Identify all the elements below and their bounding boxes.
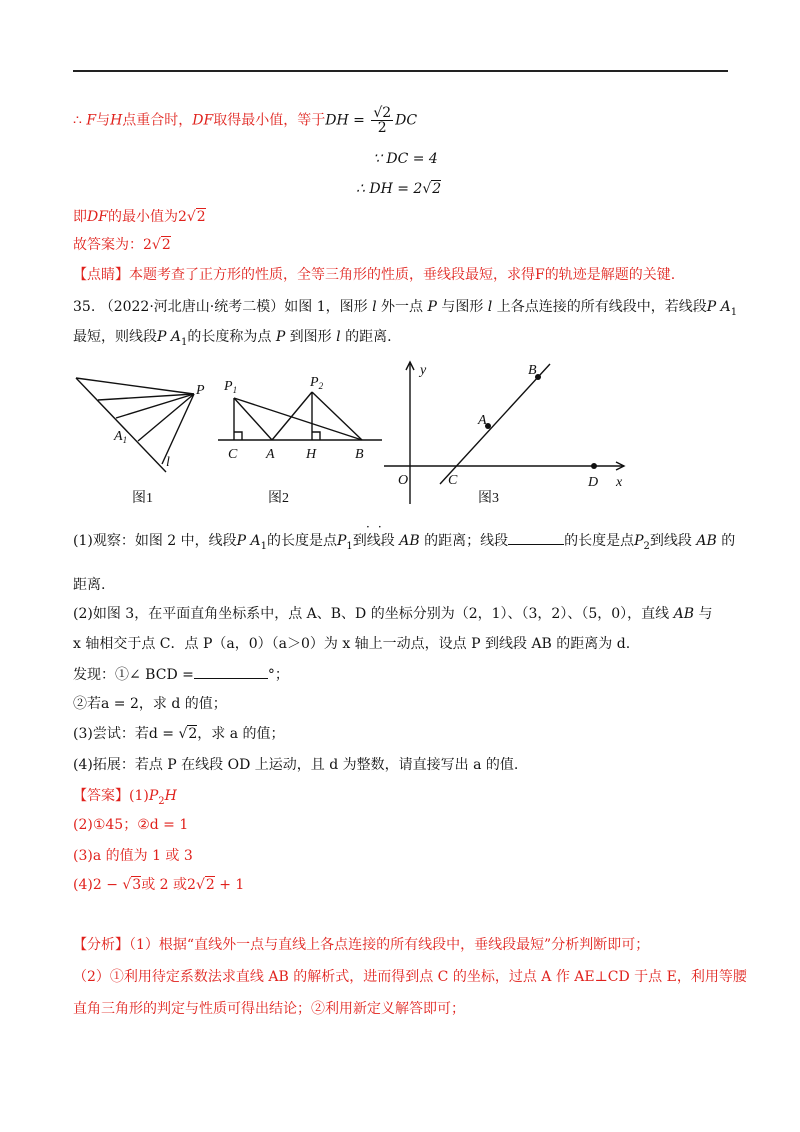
var-AB: AB	[696, 533, 717, 549]
label-A: A	[478, 413, 487, 428]
text: 点重合时，	[122, 112, 193, 129]
sqrt-radicand: 2	[161, 237, 171, 253]
answer-label: 【答案】	[73, 788, 129, 804]
right-angle-mark	[234, 432, 242, 440]
discover-line-2: ②若a = 2，求 d 的值；	[73, 696, 227, 712]
figure-2	[214, 370, 384, 510]
answer-line-4: (4)2 − √3或 2 或2√2 + 1	[73, 877, 245, 893]
var-PA: P A	[236, 533, 261, 549]
right-angle-mark	[312, 432, 320, 440]
figure-3	[380, 358, 630, 510]
var-AB: AB	[399, 533, 420, 549]
label-P2: $P_2$	[310, 375, 324, 391]
text: + 1	[214, 877, 245, 893]
text: (1)观察：如图 2 中，线段	[73, 533, 237, 549]
caption-fig3: 图3	[478, 491, 499, 506]
text: 的长度是点	[267, 533, 337, 549]
text: 与	[96, 112, 111, 129]
solution-line-3: ∴ DH = 2√2	[356, 181, 442, 197]
var-P: P	[275, 329, 286, 345]
var-H: H	[164, 788, 177, 804]
therefore-symbol: ∴	[73, 112, 87, 129]
var-AB: AB	[673, 606, 695, 622]
question-1-cont: 距离.	[73, 577, 106, 593]
subscript: 1	[730, 306, 738, 318]
subscript: 1	[260, 540, 267, 552]
answer-line-1	[73, 786, 177, 812]
question-2-cont: x 轴相交于点 C．点 P（a，0）（a＞0）为 x 轴上一动点，设点 P 到线段 AB 的距离为 d.	[73, 636, 631, 652]
text: 的距离；线段	[419, 533, 509, 549]
label-O: O	[398, 473, 409, 488]
text: 或 2 或2	[141, 877, 196, 893]
text: 与图形	[436, 299, 488, 315]
caption-fig2: 图2	[268, 491, 289, 506]
var-l: l	[336, 329, 341, 345]
var-F: F	[86, 112, 97, 129]
text: 最短，则线段	[73, 329, 157, 345]
sqrt-radicand: 2	[432, 181, 442, 197]
fraction-numerator: √2	[373, 105, 392, 121]
answer-blank-1[interactable]	[508, 530, 564, 545]
fraction	[371, 106, 393, 135]
text: 故答案为：2	[73, 237, 152, 253]
var-PA: P A	[157, 329, 181, 345]
text: ，求 a 的值；	[197, 726, 285, 742]
sqrt-radicand: 2	[188, 726, 198, 742]
subscript: 1	[346, 540, 353, 552]
label-B: B	[355, 447, 364, 462]
label-l: l	[166, 455, 170, 470]
text: 外一点	[376, 299, 428, 315]
label-y: y	[420, 363, 427, 378]
text: 发现：①∠ BCD =	[73, 667, 194, 683]
equals: =	[348, 112, 370, 129]
solution-line-5: 故答案为：2√2	[73, 237, 171, 253]
var-DH: DH	[325, 112, 349, 129]
answer-line-2: (2)①45；②d = 1	[73, 817, 189, 833]
text: °；	[267, 667, 289, 683]
sqrt-radicand: 2	[196, 209, 206, 225]
var-H: H	[110, 112, 123, 129]
text: ∴ DH = 2	[356, 181, 423, 197]
figure-1	[70, 360, 220, 510]
text: 35. （2022·河北唐山·统考二模）如图 1，图形	[73, 299, 373, 315]
analysis-line-2: （2）①利用待定系数法求直线 AB 的解析式，进而得到点 C 的坐标，过点 A 作 AE⊥CD 于点 E，利用等腰	[73, 969, 747, 985]
solution-comment: 【点睛】本题考查了正方形的性质，全等三角形的性质，垂线段最短，求得F的轨迹是解题的关键.	[73, 267, 676, 283]
label-D: D	[588, 475, 599, 490]
var-P: P	[427, 299, 437, 315]
label-C: C	[448, 473, 458, 488]
answer-line-3: (3)a 的值为 1 或 3	[73, 848, 193, 864]
text: 的长度称为点	[187, 329, 276, 345]
text: (2)如图 3，在平面直角坐标系中，点 A、B、D 的坐标分别为（2，1）、（3，2）、（5，0），直线	[73, 606, 674, 622]
problem-line-1	[73, 297, 737, 323]
analysis-line-3: 直角三角形的判定与性质可得出结论；②利用新定义解答即可；	[73, 1001, 465, 1017]
analysis-line-1: 【分析】（1）根据“直线外一点与直线上各点连接的所有线段中，垂线段最短”分析判断即可；	[73, 937, 650, 953]
subscript: 2	[158, 795, 165, 807]
answer-blank-2[interactable]	[194, 664, 268, 679]
subscript: 1	[180, 336, 188, 348]
text: 的距离.	[340, 329, 392, 345]
var-DC: DC	[395, 112, 418, 129]
segment-PA1	[138, 394, 194, 441]
text: (3)尝试：若d =	[73, 726, 179, 742]
var-DF: DF	[87, 209, 108, 225]
solution-line-2: ∵ DC = 4	[373, 151, 438, 167]
text: 即	[73, 209, 87, 225]
label-P: P	[196, 383, 205, 398]
text: (4)2 −	[73, 877, 123, 893]
label-C: C	[228, 447, 238, 462]
text: 上各点连接的所有线段中，若线段	[492, 299, 707, 315]
var-l: l	[487, 299, 493, 315]
var-P1: P	[337, 533, 347, 549]
segment-AP2	[272, 392, 312, 440]
var-PA: P A	[706, 299, 731, 315]
var-DF: DF	[192, 112, 214, 129]
label-x: x	[616, 475, 623, 490]
question-3: (3)尝试：若d = √2，求 a 的值；	[73, 726, 285, 742]
discover-line	[73, 664, 289, 685]
label-H: H	[306, 447, 317, 462]
solution-line-1	[73, 106, 417, 135]
sqrt-radicand: 3	[132, 877, 142, 893]
text: 与	[694, 606, 713, 622]
problem-line-2	[73, 327, 392, 353]
header-rule	[73, 70, 728, 72]
label-P1: $P_1$	[224, 379, 238, 395]
subscript: 2	[643, 540, 650, 552]
emphasis-dots: ··	[366, 520, 390, 534]
segment	[162, 394, 194, 464]
text: 到线段	[352, 533, 400, 549]
question-2	[73, 604, 712, 624]
line-l	[76, 378, 166, 472]
text: 的长度是点	[564, 533, 635, 549]
sqrt-radicand: 2	[205, 877, 215, 893]
fraction-denominator: 2	[377, 120, 387, 136]
question-1	[73, 530, 735, 557]
label-B: B	[528, 363, 537, 378]
segment	[76, 378, 194, 394]
point-D	[591, 463, 597, 469]
text: 的最小值为2	[107, 209, 187, 225]
text: 的	[716, 533, 736, 549]
label-A: $A_1$	[114, 429, 128, 445]
var-l: l	[372, 299, 377, 315]
text: 到线段	[649, 533, 697, 549]
var-P: P	[148, 788, 159, 804]
text: (1)	[129, 788, 149, 804]
label-A: A	[266, 447, 275, 462]
text: 到图形	[285, 329, 337, 345]
question-4: (4)拓展：若点 P 在线段 OD 上运动，且 d 为整数，请直接写出 a 的值.	[73, 757, 519, 773]
caption-fig1: 图1	[132, 491, 153, 506]
var-P2: P	[634, 533, 644, 549]
text: 取得最小值，等于	[213, 112, 326, 129]
solution-line-4: 即DF的最小值为2√2	[73, 209, 206, 225]
